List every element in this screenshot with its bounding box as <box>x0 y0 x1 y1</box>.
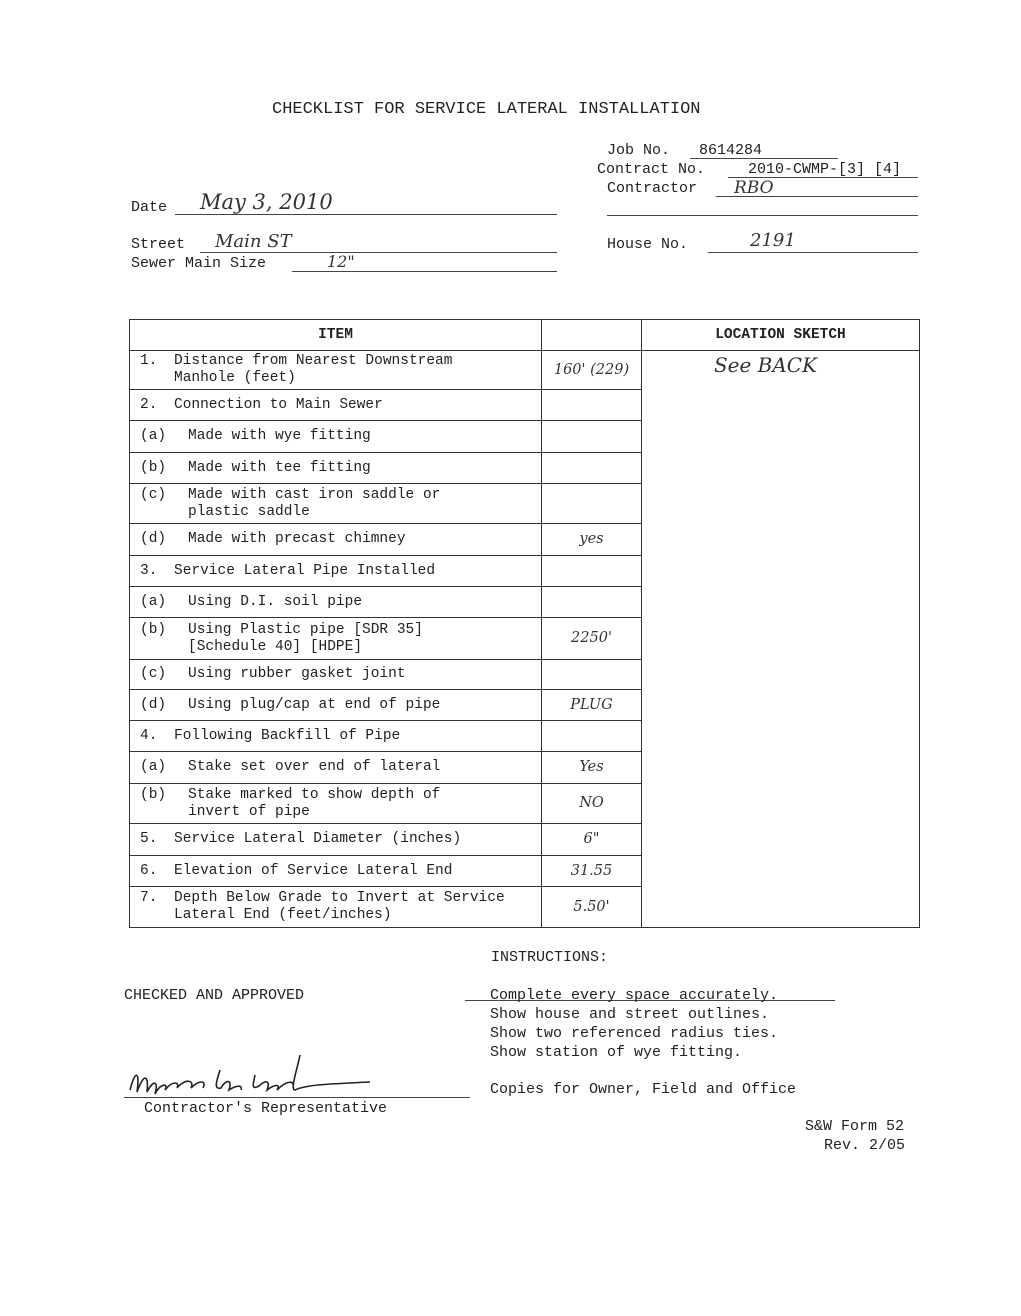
form-number: S&W Form 52 <box>805 1118 905 1135</box>
item-cell <box>130 660 542 690</box>
instruction-line: Show station of wye fitting. <box>490 1044 743 1061</box>
item-text: Made with precast chimney <box>188 531 406 547</box>
checklist-table <box>129 319 920 928</box>
item-cell <box>130 752 542 784</box>
item-number: (a) <box>140 593 167 610</box>
item-cell <box>130 421 542 453</box>
item-number: (d) <box>140 696 167 713</box>
item-number: (a) <box>140 759 167 775</box>
item-cell <box>130 887 542 928</box>
job-no-value: 8614284 <box>699 142 763 159</box>
contract-no-label: Contract No. <box>597 161 706 178</box>
instruction-line: Show two referenced radius ties. <box>490 1025 779 1042</box>
item-number: 2. <box>140 396 158 413</box>
item-value[interactable]: 6" <box>542 824 642 856</box>
table-header-row <box>130 320 920 351</box>
column-header-location-sketch: LOCATION SKETCH <box>642 320 920 351</box>
item-number: (c) <box>140 666 167 682</box>
item-number: 7. <box>140 890 158 906</box>
item-value[interactable]: Yes <box>542 752 642 784</box>
item-number: (a) <box>140 428 167 444</box>
copies-note: Copies for Owner, Field and Office <box>490 1081 797 1098</box>
item-text: Stake set over end of lateral <box>188 759 441 775</box>
instruction-line: Complete every space accurately. <box>490 987 779 1004</box>
item-cell <box>130 351 542 390</box>
item-number: (d) <box>140 531 167 547</box>
street-value: Main ST <box>215 231 292 252</box>
street-label: Street <box>131 236 186 253</box>
item-text: Stake marked to show depth of invert of pipe <box>188 786 441 820</box>
item-number: (b) <box>140 786 167 803</box>
item-value[interactable]: 5.50' <box>542 887 642 928</box>
item-text: Made with tee fitting <box>188 459 371 476</box>
item-value[interactable]: 2250' <box>542 618 642 660</box>
item-cell <box>130 556 542 587</box>
date-label: Date <box>131 199 168 216</box>
sewer-main-size-value: 12" <box>327 252 355 271</box>
date-value: May 3, 2010 <box>200 190 333 214</box>
column-header-item: ITEM <box>130 320 542 351</box>
item-value[interactable]: PLUG <box>542 690 642 721</box>
date-line <box>175 214 557 215</box>
item-text: Service Lateral Diameter (inches) <box>174 831 462 847</box>
job-no-line <box>690 158 838 159</box>
job-no-label: Job No. <box>607 142 671 159</box>
contractor-representative-label: Contractor's Representative <box>144 1100 388 1117</box>
item-number: 4. <box>140 727 158 744</box>
item-text: Distance from Nearest Downstream Manhole (feet) <box>174 353 453 386</box>
item-cell <box>130 618 542 660</box>
item-text: Following Backfill of Pipe <box>174 727 401 744</box>
item-text: Elevation of Service Lateral End <box>174 862 453 879</box>
item-value[interactable] <box>542 390 642 421</box>
instructions-title: INSTRUCTIONS: <box>491 949 609 966</box>
item-value[interactable]: NO <box>542 784 642 824</box>
column-header-value <box>542 320 642 351</box>
item-value[interactable] <box>542 556 642 587</box>
item-number: 3. <box>140 562 158 579</box>
item-value[interactable] <box>542 587 642 618</box>
item-cell <box>130 484 542 524</box>
item-value[interactable] <box>542 484 642 524</box>
contractor-label: Contractor <box>607 180 698 197</box>
table-row <box>130 351 920 390</box>
house-no-line <box>708 252 918 253</box>
item-value[interactable]: yes <box>542 524 642 556</box>
instruction-line: Show house and street outlines. <box>490 1006 770 1023</box>
contractor-line-2 <box>607 215 918 216</box>
item-cell <box>130 690 542 721</box>
checked-and-approved: CHECKED AND APPROVED <box>124 987 305 1004</box>
item-cell <box>130 824 542 856</box>
item-cell <box>130 453 542 484</box>
contract-no-value: 2010-CWMP-[3] [4] <box>748 161 902 178</box>
item-text: Using D.I. soil pipe <box>188 593 363 610</box>
item-cell <box>130 856 542 887</box>
item-value[interactable] <box>542 660 642 690</box>
sewer-main-size-label: Sewer Main Size <box>131 255 267 272</box>
item-text: Using Plastic pipe [SDR 35] [Schedule 40] [HDPE] <box>188 621 423 655</box>
document-title: CHECKLIST FOR SERVICE LATERAL INSTALLATION <box>272 100 701 119</box>
contractor-line <box>716 196 918 197</box>
item-number: (c) <box>140 486 167 503</box>
signature <box>125 1050 375 1100</box>
item-number: (b) <box>140 621 167 638</box>
house-no-label: House No. <box>607 236 689 253</box>
street-line <box>200 252 557 253</box>
item-text: Made with wye fitting <box>188 428 371 444</box>
item-value[interactable] <box>542 421 642 453</box>
signature-line <box>124 1097 470 1098</box>
item-value[interactable]: 160' (229) <box>542 351 642 390</box>
item-cell <box>130 587 542 618</box>
item-cell <box>130 390 542 421</box>
item-text: Depth Below Grade to Invert at Service Lateral End (feet/inches) <box>174 890 505 923</box>
contractor-value: RBO <box>734 178 774 198</box>
item-cell <box>130 721 542 752</box>
item-text: Connection to Main Sewer <box>174 396 383 413</box>
form-revision: Rev. 2/05 <box>824 1137 906 1154</box>
item-number: 5. <box>140 831 158 847</box>
item-text: Using plug/cap at end of pipe <box>188 696 441 713</box>
item-number: 1. <box>140 353 158 369</box>
item-number: (b) <box>140 459 167 476</box>
sketch-note: See BACK <box>713 353 818 377</box>
item-text: Using rubber gasket joint <box>188 666 406 682</box>
item-text: Service Lateral Pipe Installed <box>174 562 436 579</box>
item-text: Made with cast iron saddle or plastic saddle <box>188 486 441 520</box>
item-value[interactable] <box>542 453 642 484</box>
sewer-main-size-line <box>292 271 557 272</box>
house-no-value: 2191 <box>750 230 796 251</box>
item-value[interactable]: 31.55 <box>542 856 642 887</box>
item-value[interactable] <box>542 721 642 752</box>
item-cell <box>130 784 542 824</box>
location-sketch-area[interactable] <box>642 351 920 928</box>
item-cell <box>130 524 542 556</box>
item-number: 6. <box>140 862 158 879</box>
